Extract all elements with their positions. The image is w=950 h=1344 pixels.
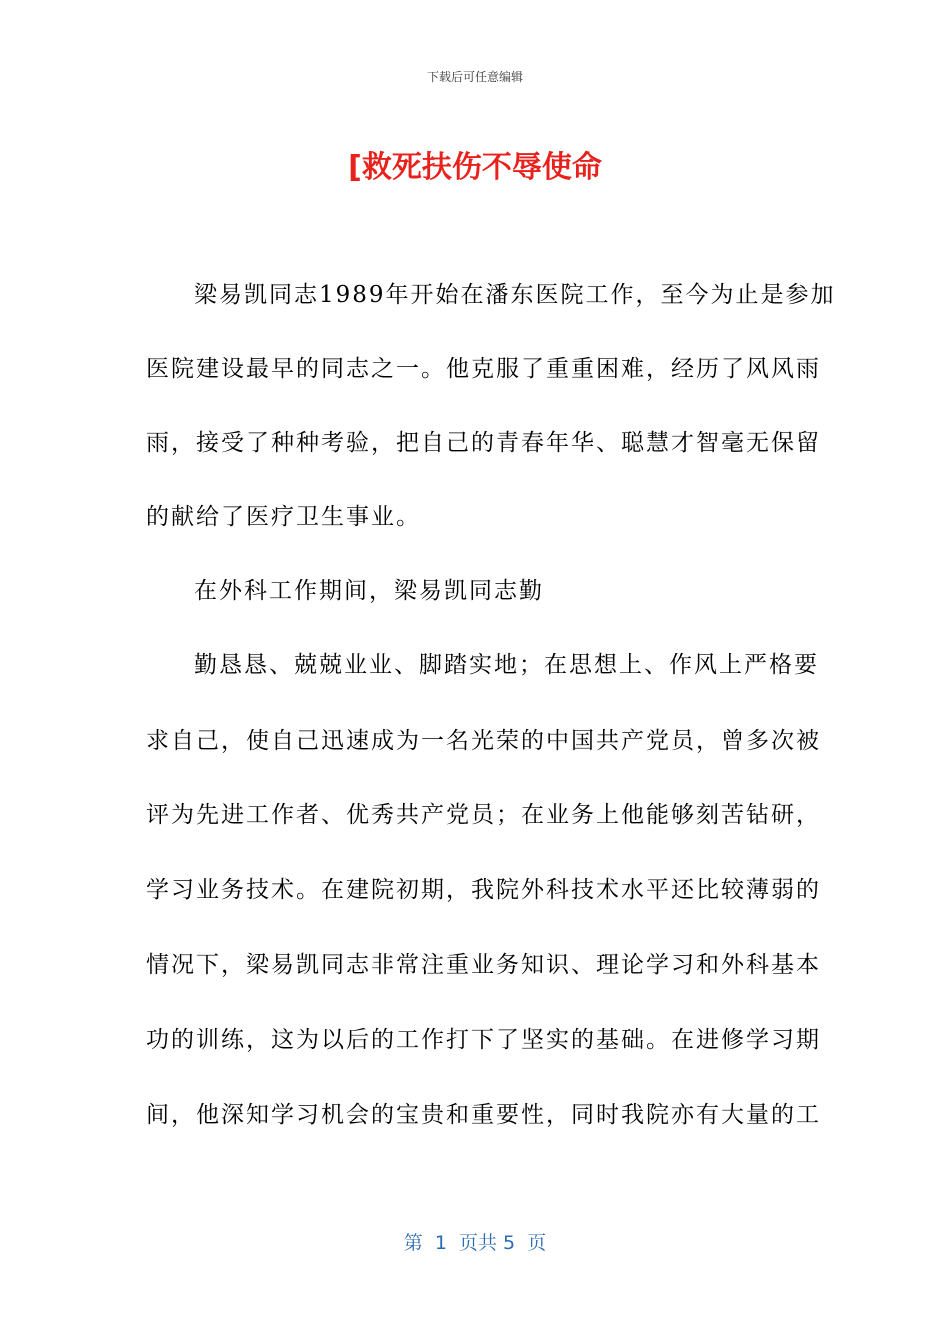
document-title: [救死扶伤不辱使命 [348, 150, 602, 185]
header-note: 下载后可任意编辑 [426, 70, 523, 84]
body-line-8: 评为先进工作者、优秀共产党员；在业务上他能够刻苦钻研， [146, 802, 821, 828]
body-line-5: 在外科工作期间，梁易凯同志勤 [194, 578, 544, 604]
body-line-7: 求自己，使自己迅速成为一名光荣的中国共产党员，曾多次被 [146, 728, 821, 754]
body-line-9: 学习业务技术。在建院初期，我院外科技术水平还比较薄弱的 [146, 877, 821, 903]
body-line-10: 情况下，梁易凯同志非常注重业务知识、理论学习和外科基本 [146, 952, 821, 978]
body-line-12: 间，他深知学习机会的宝贵和重要性，同时我院亦有大量的工 [146, 1102, 821, 1128]
body-line-2: 医院建设最早的同志之一。他克服了重重困难，经历了风风雨 [146, 356, 821, 382]
body-line-11: 功的训练，这为以后的工作打下了坚实的基础。在进修学习期 [146, 1027, 821, 1053]
body-line-6: 勤恳恳、兢兢业业、脚踏实地；在思想上、作风上严格要 [194, 652, 819, 678]
body-line-3: 雨，接受了种种考验，把自己的青春年华、聪慧才智毫无保留 [146, 430, 821, 456]
body-line-1: 梁易凯同志1989年开始在潘东医院工作，至今为止是参加 [194, 282, 836, 308]
body-line-4: 的献给了医疗卫生事业。 [146, 504, 421, 530]
page-number-footer: 第 1 页共 5 页 [403, 1232, 547, 1254]
